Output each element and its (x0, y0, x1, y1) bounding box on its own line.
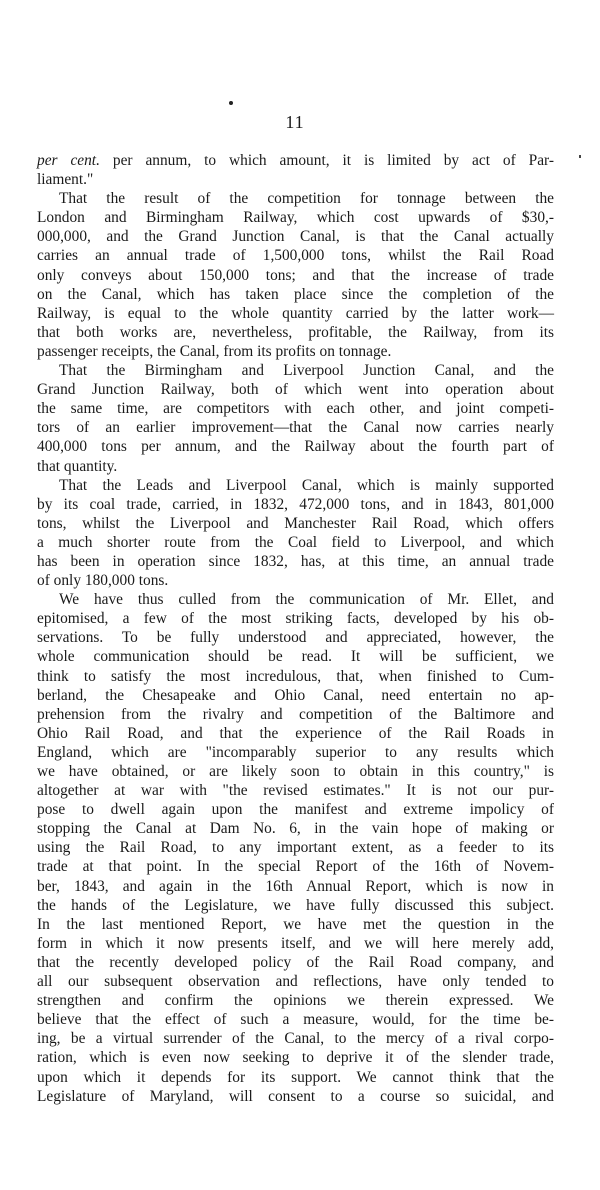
text-line: per cent. per annum, to which amount, it is limited by act of Par- (37, 152, 554, 169)
text-line: by its coal trade, carried, in 1832, 472,000 tons, and in 1843, 801,000 (37, 495, 554, 513)
text-line: altogether at war with "the revised estimates." It is not our pur- (37, 782, 554, 800)
text-line: Railway, is equal to the whole quantity carried by the latter work— (37, 304, 554, 322)
text-line: we have obtained, or are likely soon to obtain in this country," is (37, 763, 554, 780)
text-line: carries an annual trade of 1,500,000 tons, whilst the Rail Road (37, 247, 554, 265)
text-line: passenger receipts, the Canal, from its profits on tonnage. (37, 342, 392, 360)
text-line: We have thus culled from the communication of Mr. Ellet, and (59, 591, 554, 609)
text-line: has been in operation since 1832, has, at this time, an annual trade (37, 552, 554, 570)
text-line: the same time, are competitors with each other, and joint competi- (37, 400, 554, 418)
text-line: only conveys about 150,000 tons; and that the increase of trade (37, 266, 554, 284)
text-line: using the Rail Road, to any important extent, as a feeder to its (37, 839, 554, 857)
text-line: the hands of the Legislature, we have fully discussed this subject. (37, 896, 554, 914)
text-line: 000,000, and the Grand Junction Canal, is that the Canal actually (37, 228, 554, 246)
text-line: all our subsequent observation and reflections, have only tended to (37, 973, 554, 991)
text-line: epitomised, a few of the most striking facts, developed by his ob- (37, 610, 554, 628)
text-line: a much shorter route from the Coal field to Liverpool, and which (37, 533, 554, 551)
text-line: In the last mentioned Report, we have met the question in the (37, 915, 554, 933)
text-line: tors of an earlier improvement—that the Canal now carries nearly (37, 419, 554, 437)
text-line: tons, whilst the Liverpool and Manchester Rail Road, which offers (37, 514, 554, 532)
text-line: Legislature of Maryland, will consent to a course so suicidal, and (37, 1087, 554, 1105)
text-line: England, which are "incomparably superior to any results which (37, 743, 554, 761)
text-line: that quantity. (37, 457, 118, 475)
text-line: That the Birmingham and Liverpool Junction Canal, and the (59, 362, 554, 380)
text-line: servations. To be fully understood and appreciated, however, the (37, 629, 554, 647)
text-line: strengthen and confirm the opinions we therein expressed. We (37, 992, 554, 1010)
text-line: London and Birmingham Railway, which cost upwards of $30,- (37, 209, 554, 227)
text-line: think to satisfy the most incredulous, that, when finished to Cum- (37, 667, 554, 685)
text-line: Grand Junction Railway, both of which went into operation about (37, 381, 554, 399)
text-line: ing, be a virtual surrender of the Canal, to the mercy of a rival corpo- (37, 1030, 554, 1048)
text-line: of only 180,000 tons. (37, 572, 169, 590)
text-line: on the Canal, which has taken place since the completion of the (37, 285, 554, 303)
text-line: ration, which is even now seeking to deprive it of the slender trade, (37, 1049, 554, 1067)
text-line: whole communication should be read. It will be sufficient, we (37, 648, 554, 666)
text-line: upon which it depends for its support. We cannot think that the (37, 1068, 554, 1086)
text-line: believe that the effect of such a measure, would, for the time be- (37, 1011, 554, 1029)
text-line: That the Leads and Liverpool Canal, which is mainly supported (59, 476, 554, 494)
text-line: trade at that point. In the special Report of the 16th of Novem- (37, 858, 554, 876)
text-line: that the recently developed policy of the Rail Road company, and (37, 953, 554, 971)
text-line: Ohio Rail Road, and that the experience of the Rail Roads in (37, 724, 554, 742)
text-line: stopping the Canal at Dam No. 6, in the vain hope of making or (37, 820, 554, 838)
text-line: That the result of the competition for tonnage between the (59, 190, 554, 208)
text-line: 400,000 tons per annum, and the Railway about the fourth part of (37, 438, 554, 456)
text-line: that both works are, nevertheless, profitable, the Railway, from its (37, 323, 554, 341)
text-line: berland, the Chesapeake and Ohio Canal, need entertain no ap- (37, 686, 554, 704)
text-line: pose to dwell again upon the manifest and extreme impolicy of (37, 801, 554, 819)
text-line: prehension from the rivalry and competition of the Baltimore and (37, 705, 554, 723)
text-line: form in which it now presents itself, and we will here merely add, (37, 934, 554, 952)
body-text (37, 151, 554, 1106)
italic-phrase: per cent. (37, 152, 100, 169)
ink-dot (229, 101, 233, 105)
text-line: ber, 1843, and again in the 16th Annual Report, which is now in (37, 877, 554, 895)
page-number: 11 (285, 112, 305, 132)
margin-mark (579, 155, 581, 158)
text-line: liament." (37, 171, 94, 189)
